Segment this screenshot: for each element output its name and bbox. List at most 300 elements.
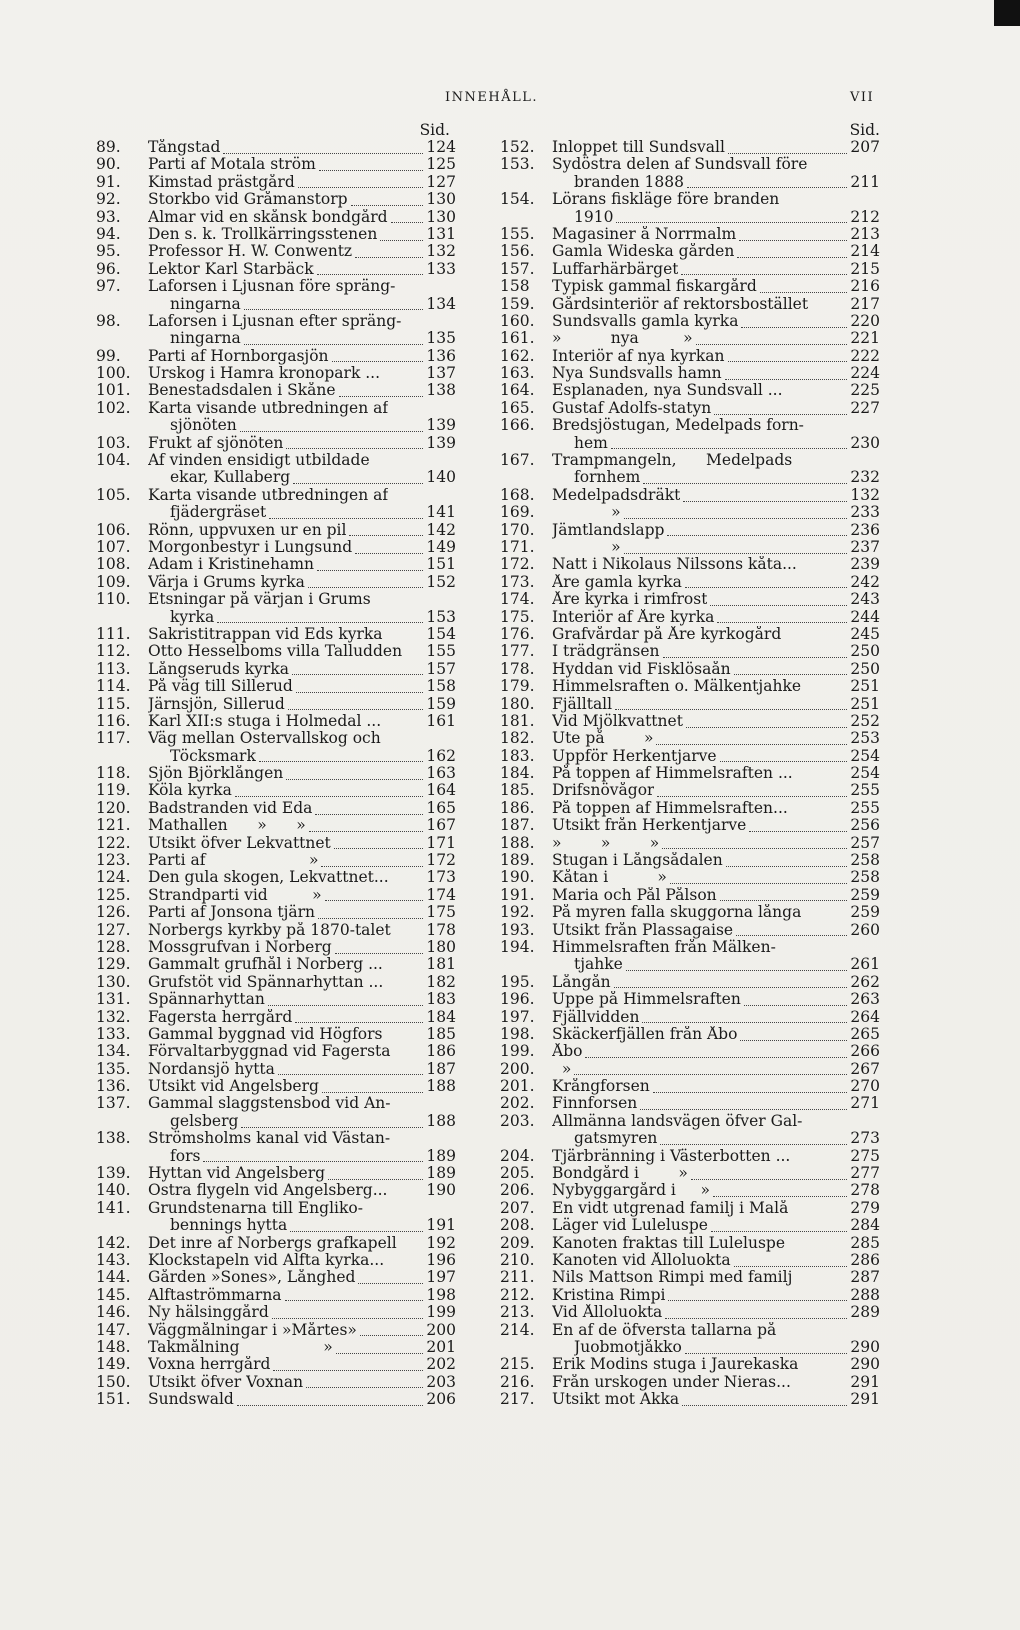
entry-page-number: 162 (426, 747, 456, 765)
entry-title: Magasiner å Norrmalm (552, 225, 737, 243)
dot-leader (296, 681, 424, 693)
entry-title: Bredsjöstugan, Medelpads forn- (552, 417, 804, 435)
entry-number: 122. (96, 834, 131, 852)
entry-title: Typisk gammal fiskargård (552, 278, 757, 296)
toc-entry-line (96, 1235, 456, 1252)
dot-leader (665, 1307, 847, 1319)
entry-title: Himmelsraften från Mälken- (552, 938, 776, 956)
entry-title: Köla kyrka (148, 782, 232, 800)
dot-leader (710, 594, 847, 606)
entry-number: 169. (500, 504, 535, 522)
entry-number: 166. (500, 417, 535, 435)
dot-leader (235, 785, 424, 797)
entry-title: Tjärbränning i Västerbotten ... (552, 1147, 791, 1165)
entry-page-number: 290 (850, 1338, 880, 1356)
entry-number: 119. (96, 782, 131, 800)
toc-entry-line (96, 626, 456, 643)
entry-page-number: 133 (426, 260, 456, 278)
toc-entry (96, 539, 456, 556)
toc-entry-line (500, 539, 880, 556)
dot-leader (713, 1185, 847, 1197)
entry-title: Parti af Motala ström (148, 156, 316, 174)
entry-title: Mathallen » » (148, 817, 306, 835)
dot-leader (691, 1168, 848, 1180)
entry-title: En vidt utgrenad familj i Malå (552, 1199, 789, 1217)
entry-page-number: 222 (850, 347, 880, 365)
entry-page-number: 185 (426, 1025, 456, 1043)
entry-title: Ny hälsinggård (148, 1304, 269, 1322)
toc-entry (96, 869, 456, 886)
toc-entry (500, 1217, 880, 1234)
toc-entry (96, 713, 456, 730)
entry-title: Takmålning » (148, 1338, 333, 1356)
dot-leader (322, 1081, 423, 1093)
entry-title: Adam i Kristinehamn (148, 556, 315, 574)
entry-number: 193. (500, 921, 535, 939)
toc-entry (500, 556, 880, 573)
toc-entry (96, 348, 456, 365)
entry-number: 135. (96, 1060, 131, 1078)
entry-number: 180. (500, 695, 535, 713)
toc-entry-line (500, 504, 880, 521)
dot-leader (668, 1289, 847, 1301)
entry-title: Himmelsraften o. Mälkentjahke (552, 678, 802, 696)
toc-entry-line (96, 156, 456, 173)
toc-entry (96, 1374, 456, 1391)
dot-leader (720, 889, 848, 901)
entry-number: 141. (96, 1199, 131, 1217)
entry-title: Gamla Wideska gården (552, 243, 735, 261)
toc-entry-line (500, 748, 880, 765)
toc-entry (500, 800, 880, 817)
entry-page-number: 181 (426, 956, 456, 974)
entry-title: » (552, 1060, 572, 1078)
entry-title: Gammal slaggstensbod vid Än- (148, 1095, 391, 1113)
toc-entry-line (500, 1078, 880, 1095)
toc-entry (500, 191, 880, 226)
entry-number: 177. (500, 643, 535, 661)
toc-entry (500, 296, 880, 313)
toc-entry-line (500, 191, 880, 208)
dot-leader (640, 1098, 847, 1110)
dot-leader (720, 750, 848, 762)
entry-title: Kimstad prästgård (148, 173, 295, 191)
dot-leader (349, 524, 423, 536)
entry-title: Maria och Pål Pålson (552, 886, 717, 904)
dot-leader (295, 1011, 423, 1023)
entry-number: 144. (96, 1269, 131, 1287)
entry-page-number: 245 (850, 625, 880, 643)
entry-title: Grafvårdar på Åre kyrkogård (552, 625, 782, 643)
toc-entry (500, 782, 880, 799)
entry-number: 199. (500, 1043, 535, 1061)
entry-number: 170. (500, 521, 535, 539)
toc-entry (500, 852, 880, 869)
entry-title: Kristina Rimpi (552, 1286, 666, 1304)
toc-entry-line (500, 1009, 880, 1026)
entry-number: 148. (96, 1338, 131, 1356)
entry-page-number: 244 (850, 608, 880, 626)
toc-entry (500, 365, 880, 382)
entry-number: 133. (96, 1025, 131, 1043)
entry-title: Läger vid Luleluspe (552, 1217, 708, 1235)
dot-leader (717, 611, 847, 623)
dot-leader (292, 663, 423, 675)
entry-page-number: 131 (426, 225, 456, 243)
toc-entry (96, 1130, 456, 1165)
entry-page-number: 180 (426, 938, 456, 956)
dot-leader (804, 907, 847, 918)
entry-title: tjahke (574, 956, 623, 974)
entry-page-number: 130 (426, 191, 456, 209)
entry-number: 160. (500, 312, 535, 330)
dot-leader (285, 1289, 424, 1301)
toc-entry (500, 1356, 880, 1373)
toc-entry-line (96, 330, 456, 347)
dot-leader (682, 1394, 847, 1406)
entry-number: 96. (96, 260, 121, 278)
toc-entry (500, 1269, 880, 1286)
toc-entry-line (500, 296, 880, 313)
dot-leader (801, 1360, 847, 1371)
entry-page-number: 288 (850, 1286, 880, 1304)
entry-title: Utsikt öfver Lekvattnet (148, 834, 331, 852)
entry-number: 150. (96, 1373, 131, 1391)
toc-entry (96, 974, 456, 991)
toc-entry (96, 1043, 456, 1060)
toc-entry-line (500, 522, 880, 539)
dot-leader (796, 768, 848, 779)
dot-leader (728, 142, 847, 154)
dot-leader (317, 263, 424, 275)
toc-entry (96, 591, 456, 626)
toc-entry-line (96, 591, 456, 608)
toc-entry-line (96, 835, 456, 852)
entry-number: 102. (96, 399, 131, 417)
entry-title: Östra flygeln vid Ängelsberg... (148, 1182, 388, 1200)
toc-entry (96, 782, 456, 799)
toc-entry-line (500, 765, 880, 782)
entry-title: Spännarhyttan (148, 991, 265, 1009)
toc-entry-line (96, 730, 456, 747)
entry-page-number: 182 (426, 973, 456, 991)
dot-leader (686, 716, 847, 728)
toc-entry (500, 139, 880, 156)
dot-leader (244, 333, 424, 345)
toc-entry-line (96, 556, 456, 573)
entry-number: 113. (96, 660, 131, 678)
entry-number: 123. (96, 852, 131, 870)
entry-page-number: 203 (426, 1373, 456, 1391)
toc-entry (500, 1182, 880, 1199)
entry-page-number: 215 (850, 260, 880, 278)
toc-entry (96, 243, 456, 260)
entry-title: Finnforsen (552, 1095, 638, 1113)
entry-number: 206. (500, 1182, 535, 1200)
entry-number: 184. (500, 765, 535, 783)
dot-leader (269, 507, 423, 519)
toc-entry (96, 887, 456, 904)
entry-page-number: 275 (850, 1147, 880, 1165)
entry-page-number: 125 (426, 156, 456, 174)
dot-leader (734, 663, 848, 675)
dot-leader (386, 629, 424, 640)
entry-page-number: 151 (426, 556, 456, 574)
toc-entry-line (96, 226, 456, 243)
toc-entry (96, 1356, 456, 1373)
entry-page-number: 213 (850, 225, 880, 243)
toc-entry-line (96, 1374, 456, 1391)
entry-page-number: 260 (850, 921, 880, 939)
toc-entry (96, 1095, 456, 1130)
toc-entry (96, 174, 456, 191)
entry-page-number: 190 (426, 1182, 456, 1200)
dot-leader (387, 1255, 423, 1266)
entry-title: På myren falla skuggorna långa (552, 904, 802, 922)
entry-page-number: 227 (850, 399, 880, 417)
dot-leader (791, 803, 848, 814)
toc-entry (96, 1287, 456, 1304)
entry-page-number: 214 (850, 243, 880, 261)
entry-title: Esplanaden, nya Sundsvall ... (552, 382, 783, 400)
toc-column-left (96, 122, 456, 1409)
entry-number: 99. (96, 347, 121, 365)
entry-number: 207. (500, 1199, 535, 1217)
toc-entry-line (96, 452, 456, 469)
entry-title: Mossgrufvan i Norberg (148, 938, 332, 956)
toc-entry (500, 261, 880, 278)
toc-entry-line (96, 487, 456, 504)
entry-number: 162. (500, 347, 535, 365)
entry-page-number: 265 (850, 1025, 880, 1043)
entry-page-number: 158 (426, 678, 456, 696)
dot-leader (386, 977, 423, 988)
entry-page-number: 264 (850, 1008, 880, 1026)
toc-entry-line (500, 400, 880, 417)
entry-number: 138. (96, 1130, 131, 1148)
entry-page-number: 243 (850, 591, 880, 609)
toc-entry (500, 1165, 880, 1182)
toc-entry-line (500, 661, 880, 678)
entry-title: Strandparti vid » (148, 886, 322, 904)
entry-number: 190. (500, 869, 535, 887)
entry-number: 104. (96, 452, 131, 470)
entry-page-number: 271 (850, 1095, 880, 1113)
toc-entry-line (96, 1252, 456, 1269)
toc-entry (96, 156, 456, 173)
toc-entry-line (500, 1113, 880, 1130)
entry-number: 120. (96, 799, 131, 817)
entry-title: Laforsen i Ljusnan efter spräng- (148, 312, 402, 330)
toc-entry-line (500, 1217, 880, 1234)
toc-entry-line (96, 1200, 456, 1217)
entry-number: 165. (500, 399, 535, 417)
entry-title: ningarna (170, 330, 241, 348)
toc-entry (96, 1026, 456, 1043)
toc-entry-line (500, 696, 880, 713)
dot-leader (298, 176, 424, 188)
entry-page-number: 259 (850, 904, 880, 922)
entry-title: Kanoten fraktas till Luleluspe (552, 1234, 785, 1252)
entry-title: Lektor Karl Starbäck (148, 260, 314, 278)
entry-number: 146. (96, 1304, 131, 1322)
dot-leader (405, 647, 423, 658)
entry-page-number: 236 (850, 521, 880, 539)
dot-leader (736, 924, 847, 936)
entry-page-number: 211 (850, 173, 880, 191)
scan-corner-mark (994, 0, 1020, 26)
toc-entry (500, 1374, 880, 1391)
dot-leader (383, 368, 423, 379)
entry-number: 105. (96, 486, 131, 504)
dot-leader (339, 385, 424, 397)
entry-page-number: 155 (426, 643, 456, 661)
toc-entry-line (500, 852, 880, 869)
entry-page-number: 191 (426, 1217, 456, 1235)
toc-entries-left (96, 139, 456, 1409)
entry-page-number: 233 (850, 504, 880, 522)
toc-entry-line (96, 869, 456, 886)
entry-number: 203. (500, 1112, 535, 1130)
entry-number: 140. (96, 1182, 131, 1200)
entry-number: 161. (500, 330, 535, 348)
dot-leader (624, 507, 848, 519)
toc-entry (500, 1287, 880, 1304)
entry-title: kyrka (170, 608, 215, 626)
toc-entry (500, 904, 880, 921)
toc-entry-line (96, 296, 456, 313)
entry-number: 151. (96, 1391, 131, 1409)
entry-page-number: 153 (426, 608, 456, 626)
toc-entry (96, 956, 456, 973)
entry-title: Luffarhärbärget (552, 260, 679, 278)
toc-entry-line (96, 539, 456, 556)
entry-page-number: 127 (426, 173, 456, 191)
toc-entry-line (96, 922, 456, 939)
entry-page-number: 263 (850, 991, 880, 1009)
dot-leader (308, 576, 424, 588)
entry-title: Allmänna landsvägen öfver Gal- (552, 1112, 803, 1130)
entry-page-number: 167 (426, 817, 456, 835)
entry-title: Utsikt öfver Voxnan (148, 1373, 304, 1391)
toc-entry-line (96, 817, 456, 834)
toc-entry-line (500, 1043, 880, 1060)
entry-title: Interiör af Åre kyrka (552, 608, 715, 626)
toc-entry-line (96, 696, 456, 713)
entry-page-number: 164 (426, 782, 456, 800)
dot-leader (328, 1168, 423, 1180)
entry-number: 181. (500, 712, 535, 730)
entry-title: Sundswald (148, 1391, 234, 1409)
entry-title: Karta visande utbredningen af (148, 486, 389, 504)
dot-leader (643, 472, 847, 484)
entry-number: 129. (96, 956, 131, 974)
toc-entry (500, 1078, 880, 1095)
entry-number: 109. (96, 573, 131, 591)
entry-title: Jämtlandslapp (552, 521, 665, 539)
entry-title: gatsmyren (574, 1130, 658, 1148)
dot-leader (611, 437, 848, 449)
dot-leader (321, 855, 423, 867)
entry-number: 93. (96, 208, 121, 226)
toc-entry (96, 852, 456, 869)
toc-entry (96, 765, 456, 782)
entry-number: 191. (500, 886, 535, 904)
dot-leader (380, 229, 423, 241)
toc-entry (96, 696, 456, 713)
toc-entry (500, 974, 880, 991)
entry-title: » » » (552, 834, 660, 852)
entry-number: 217. (500, 1391, 535, 1409)
entry-title: Långån (552, 973, 611, 991)
toc-entry (500, 678, 880, 695)
entry-title: Den gula skogen, Lekvattnet... (148, 869, 389, 887)
entry-title: Gammalt grufhål i Norberg ... (148, 956, 383, 974)
entry-number: 215. (500, 1356, 535, 1374)
toc-entry (96, 487, 456, 522)
entry-number: 101. (96, 382, 131, 400)
toc-entry (96, 939, 456, 956)
entry-title: Från urskogen under Nieras... (552, 1373, 791, 1391)
dot-leader (240, 420, 424, 432)
entry-page-number: 200 (426, 1321, 456, 1339)
entry-number: 137. (96, 1095, 131, 1113)
entry-page-number: 262 (850, 973, 880, 991)
entry-page-number: 251 (850, 678, 880, 696)
toc-entry-line (500, 261, 880, 278)
toc-entry (96, 1235, 456, 1252)
entry-title: Frukt af sjönöten (148, 434, 284, 452)
dot-leader (670, 872, 847, 884)
entry-number: 108. (96, 556, 131, 574)
toc-entry (96, 1339, 456, 1356)
dot-leader (319, 159, 424, 171)
entry-page-number: 239 (850, 556, 880, 574)
toc-entry-line (96, 1269, 456, 1286)
toc-entry-line (96, 417, 456, 434)
entry-number: 132. (96, 1008, 131, 1026)
entry-title: Klockstapeln vid Alfta kyrka... (148, 1252, 385, 1269)
dot-leader (355, 246, 423, 258)
entry-page-number: 286 (850, 1252, 880, 1269)
entry-page-number: 138 (426, 382, 456, 400)
toc-entry-line (500, 1391, 880, 1408)
entry-number: 92. (96, 191, 121, 209)
entry-title: Gårdsinteriör af rektorsbostället (552, 295, 809, 313)
entry-title: Grundstenarna till Engliko- (148, 1199, 363, 1217)
dot-leader (615, 698, 847, 710)
entry-page-number: 285 (850, 1234, 880, 1252)
toc-entry (500, 330, 880, 347)
entry-title: Voxna herrgård (148, 1356, 271, 1374)
toc-entry-line (96, 574, 456, 591)
dot-leader (223, 142, 423, 154)
entry-number: 213. (500, 1304, 535, 1322)
entry-page-number: 254 (850, 765, 880, 783)
toc-entry-line (96, 1026, 456, 1043)
toc-entry-line (500, 1374, 880, 1391)
entry-title: Ute på » (552, 730, 654, 748)
dot-leader (332, 350, 424, 362)
entry-number: 117. (96, 730, 131, 748)
entry-title: Almar vid en skånsk bondgård (148, 208, 388, 226)
toc-entry-line (96, 765, 456, 782)
entry-number: 103. (96, 434, 131, 452)
entry-page-number: 152 (426, 573, 456, 591)
toc-entry (500, 817, 880, 834)
dot-leader (657, 785, 847, 797)
dot-leader (317, 559, 423, 571)
